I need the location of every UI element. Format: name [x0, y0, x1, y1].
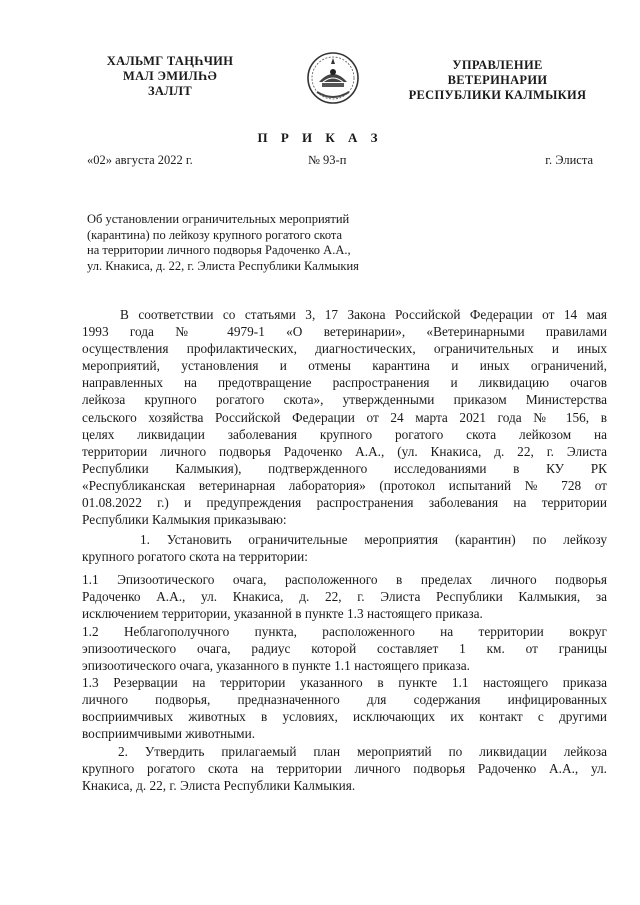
header-left-organization	[70, 54, 270, 99]
subject-line: (карантина) по лейкозу крупного рогатого скота	[87, 227, 343, 242]
subject-line: ул. Кнакиса, д. 22, г. Элиста Республики Калмыкия	[87, 258, 359, 273]
clause-2	[82, 743, 607, 794]
clause-1-3	[82, 674, 607, 742]
text-line: восприимчивыми животными.	[82, 726, 256, 742]
text-line: направленных на предотвращение распространения и ликвидацию очагов	[82, 375, 607, 391]
text-line: исключением территории, указанной в пункте 1.3 настоящего приказа.	[82, 606, 483, 622]
document-type-title: П Р И К А З	[257, 130, 383, 145]
text-line: В соответствии со статьями 3, 17 Закона Российской Федерации от 14 мая	[120, 307, 607, 322]
text-line: личного подворья, предназначенного для содержания инфицированных	[82, 692, 607, 708]
order-city: г. Элиста	[545, 153, 593, 167]
text-line: крупного рогатого скота на территории:	[82, 549, 308, 565]
text-line: эпизоотического очага, радиус которой составляет 1 км. от границы	[82, 641, 607, 657]
text-line: крупного рогатого скота на территории личного подворья Радоченко А.А., ул.	[82, 761, 607, 777]
subject-line: Об установлении ограничительных мероприятий	[87, 212, 350, 226]
preamble-paragraph	[82, 306, 607, 528]
text-line: Кнакиса, д. 22, г. Элиста Республики Калмыкия.	[82, 778, 356, 794]
header-right-line: ВЕТЕРИНАРИИ	[447, 73, 548, 87]
header-right-line: УПРАВЛЕНИЕ	[452, 58, 543, 72]
text-line: 1.2 Неблагополучного пункта, расположенного на территории вокруг	[82, 624, 607, 639]
header-left-line: ЗАЛЛТ	[147, 84, 193, 98]
header-right-organization	[385, 58, 610, 103]
header-right-line: РЕСПУБЛИКИ КАЛМЫКИЯ	[408, 88, 587, 102]
text-line: территории личного подворья Радоченко А.А., (ул. Кнакиса, д. 22, г. Элиста	[82, 443, 607, 459]
order-number: № 93-п	[308, 153, 347, 167]
clause-1	[82, 531, 607, 565]
text-line: 1. Установить ограничительные мероприятия (карантин) по лейкозу	[140, 532, 607, 547]
order-subject	[87, 212, 407, 274]
text-line: 01.08.2022 г.) и предупреждения распространения заболевания на территории	[82, 495, 607, 511]
text-line: Республики Калмыкия), подтвержденного исследованиями в КУ РК	[82, 460, 607, 476]
text-line: 1.1 Эпизоотического очага, расположенного в пределах личного подворья	[82, 572, 607, 587]
text-line: целях ликвидации заболевания крупного рогатого скота лейкозом на	[82, 426, 607, 442]
text-line: лейкоза крупного рогатого скота», утвержденными приказом Министерства	[82, 392, 607, 408]
text-line: восприимчивых животных в условиях, исключающих их контакт с другими	[82, 709, 607, 725]
header-left-line: МАЛ ЭМИЛҺӘ	[123, 69, 217, 83]
text-line: «Республиканская ветеринарная лаборатория» (протокол испытаний № 728 от	[82, 477, 607, 493]
text-line: эпизоотического очага, указанного в пункте 1.1 настоящего приказа.	[82, 658, 470, 674]
header-left-line: ХАЛЬМГ ТАҢҺЧИН	[106, 54, 234, 68]
text-line: мероприятий, установления и отмены карантина и иных ограничений,	[82, 358, 607, 374]
text-line: Республики Калмыкия приказываю:	[82, 512, 287, 528]
coat-of-arms-emblem	[305, 48, 361, 110]
text-line: 1993 года № 4979-1 «О ветеринарии», «Ветеринарными правилами	[82, 324, 607, 340]
order-date: «02» августа 2022 г.	[87, 153, 193, 167]
text-line: 1.3 Резервации на территории указанного в пункте 1.1 настоящего приказа	[82, 675, 607, 690]
text-line: 2. Утвердить прилагаемый план мероприятий по ликвидации лейкоза	[118, 744, 607, 759]
text-line: сельского хозяйства Российской Федерации от 24 марта 2021 года № 156, в	[82, 409, 607, 425]
subject-line: на территории личного подворья Радоченко А.А.,	[87, 243, 351, 257]
text-line: Радоченко А.А., ул. Кнакиса, д. 22, г. Элиста Республики Калмыкия, за	[82, 589, 607, 605]
text-line: осуществления профилактических, диагностических, ограничительных и иных	[82, 341, 607, 357]
clause-1-1	[82, 571, 607, 622]
clause-1-2	[82, 623, 607, 674]
